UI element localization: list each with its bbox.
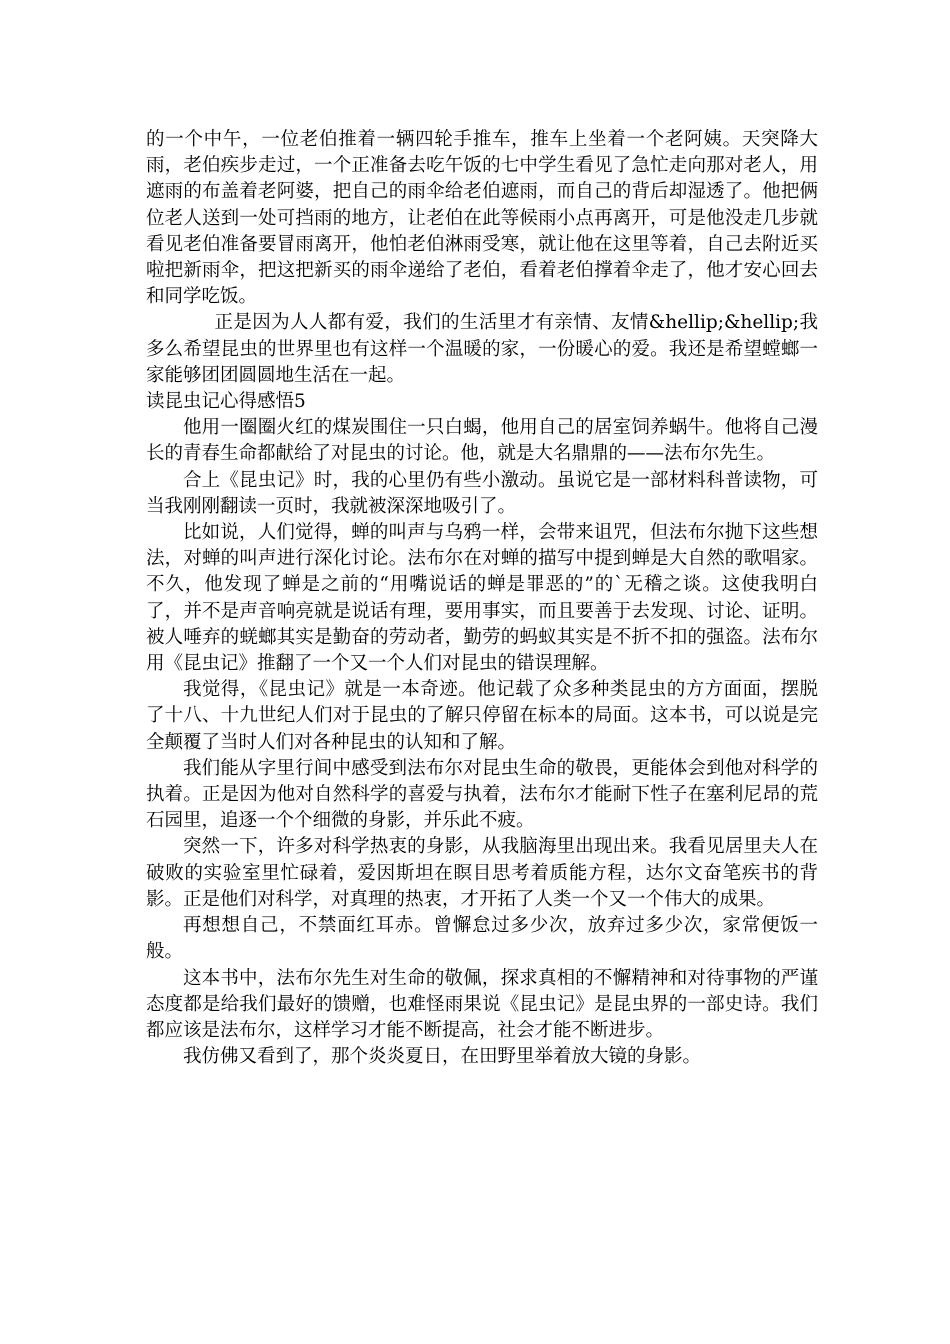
paragraph: 比如说，人们觉得，蝉的叫声与乌鸦一样，会带来诅咒，但法布尔抛下这些想法，对蝉的叫声进行深化讨论。法布尔在对蝉的描写中提到蝉是大自然的歌唱家。不久，他发现了蝉是之前的“用嘴说话的蝉是罪恶的”的`无稽之谈。这使我明白了，并不是声音响亮就是说话有理，要用事实，而且要善于去发现、讨论、证明。被人唾弃的蜣螂其实是勤奋的劳动者，勤劳的蚂蚁其实是不折不扣的强盗。法布尔用《昆虫记》推翻了一个又一个人们对昆虫的错误理解。 <box>146 522 818 675</box>
paragraph: 这本书中，法布尔先生对生命的敬佩，探求真相的不懈精神和对待事物的严谨态度都是给我们最好的馈赠，也难怪雨果说《昆虫记》是昆虫界的一部史诗。我们都应该是法布尔，这样学习才能不断提高，社会才能不断进步。 <box>146 967 818 1041</box>
paragraph: 再想想自己，不禁面红耳赤。曾懈怠过多少次，放弃过多少次，家常便饭一般。 <box>146 915 818 963</box>
paragraph-continued: 的一个中午，一位老伯推着一辆四轮手推车，推车上坐着一个老阿姨。天突降大雨，老伯疾步走过，一个正准备去吃午饭的七中学生看见了急忙走向那对老人，用遮雨的布盖着老阿婆，把自己的雨伞给老伯遮雨，而自己的背后却湿透了。他把俩位老人送到一处可挡雨的地方，让老伯在此等候雨小点再离开，可是他没走几步就看见老伯准备要冒雨离开，他怕老伯淋雨受寒，就让他在这里等着，自己去附近买啦把新雨伞，把这把新买的雨伞递给了老伯，看着老伯撑着伞走了，他才安心回去和同学吃饭。 <box>146 129 818 308</box>
paragraph: 我觉得，《昆虫记》就是一本奇迹。他记载了众多种类昆虫的方方面面，摆脱了十八、十九世纪人们对于昆虫的了解只停留在标本的局面。这本书，可以说是完全颠覆了当时人们对各种昆虫的认知和了解。 <box>146 679 818 753</box>
document-page <box>146 127 818 1070</box>
paragraph: 我们能从字里行间中感受到法布尔对昆虫生命的敬畏，更能体会到他对科学的执着。正是因为他对自然科学的喜爱与执着，法布尔才能耐下性子在塞利尼昂的荒石园里，追逐一个个细微的身影，并乐此不疲。 <box>146 757 818 832</box>
paragraph-love: 正是因为人人都有爱，我们的生活里才有亲情、友情&hellip;&hellip;我多么希望昆虫的世界里也有这样一个温暖的家，一份暖心的爱。我还是希望螳螂一家能够团团圆圆地生活在一起。 <box>146 312 818 386</box>
paragraph: 他用一圈圈火红的煤炭围住一只白蝎，他用自己的居室饲养蜗牛。他将自己漫长的青春生命都献给了对昆虫的讨论。他，就是大名鼎鼎的——法布尔先生。 <box>146 417 818 465</box>
paragraph: 合上《昆虫记》时，我的心里仍有些小激动。虽说它是一部材料科普读物，可当我刚刚翻读一页时，我就被深深地吸引了。 <box>146 469 818 517</box>
paragraph: 我仿佛又看到了，那个炎炎夏日，在田野里举着放大镜的身影。 <box>183 1046 702 1068</box>
section-title: 读昆虫记心得感悟5 <box>146 391 306 413</box>
paragraph: 突然一下，许多对科学热衷的身影，从我脑海里出现出来。我看见居里夫人在破败的实验室里忙碌着，爱因斯坦在瞑目思考着质能方程，达尔文奋笔疾书的背影。正是他们对科学，对真理的热衷，才开拓了人类一个又一个伟大的成果。 <box>146 836 818 910</box>
